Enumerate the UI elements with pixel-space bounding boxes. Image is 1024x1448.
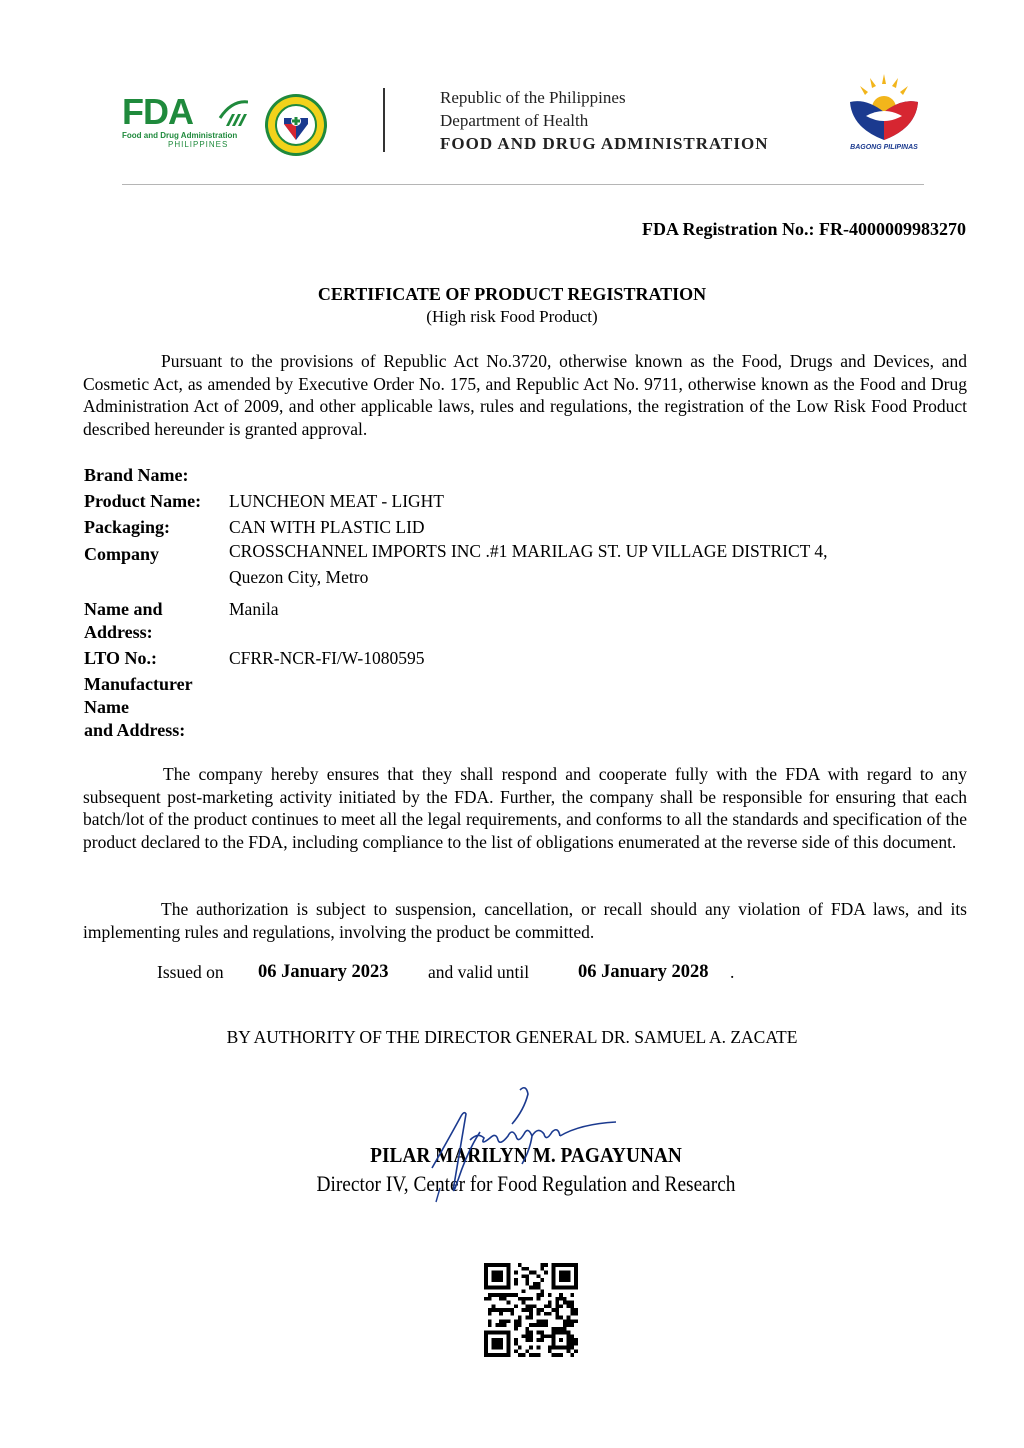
authorization-paragraph (83, 898, 967, 943)
header-rule (122, 184, 924, 185)
agency-republic: Republic of the Philippines (440, 88, 626, 107)
name-address-label-2: Address: (84, 622, 153, 642)
intro-paragraph (83, 350, 967, 440)
lto-value: CFRR-NCR-FI/W-1080595 (229, 648, 425, 668)
valid-date: 06 January 2028 (578, 962, 709, 982)
agency-fda: FOOD AND DRUG ADMINISTRATION (440, 134, 769, 153)
product-name-label: Product Name: (84, 491, 202, 511)
packaging-label: Packaging: (84, 517, 171, 537)
manufacturer-label-2: Name (84, 697, 129, 717)
bagong-pilipinas-label: BAGONG PILIPINAS (850, 144, 918, 151)
name-address-label-1: Name and (84, 599, 163, 619)
lto-label: LTO No.: (84, 648, 158, 668)
agency-block (440, 86, 769, 155)
authority-line: BY AUTHORITY OF THE DIRECTOR GENERAL DR. SAMUEL A. ZACATE (226, 1027, 798, 1047)
doh-seal-icon (258, 92, 334, 158)
agency-department: Department of Health (440, 111, 589, 130)
fda-logo (122, 91, 252, 154)
fda-swoosh-icon (218, 96, 248, 126)
company-value-line2: Quezon City, Metro (229, 567, 369, 587)
company-value-line1: CROSSCHANNEL IMPORTS INC .#1 MARILAG ST. UP VILLAGE DISTRICT 4, (229, 541, 828, 561)
signatory-name: PILAR MARILYN M. PAGAYUNAN (370, 1143, 682, 1167)
obligations-paragraph (83, 763, 967, 853)
product-name-value: LUNCHEON MEAT - LIGHT (229, 491, 444, 511)
intro-text: Pursuant to the provisions of Republic Act No.3720, otherwise known as the Food, Drugs and Devices, and Cosmetic Act, as amended by Executive Order No. 175, and Republic Act No. 9711, otherwise known as the Food and Drug Administration Act of 2009, and other applicable laws, rules and regulations, the registration of the Low Risk Food Product described hereunder is granted approval. (83, 351, 967, 439)
fda-logo-text: FDA (122, 91, 193, 132)
valid-label: and valid until (428, 962, 530, 982)
certificate-title: CERTIFICATE OF PRODUCT REGISTRATION (317, 284, 707, 304)
company-label: Company (84, 544, 160, 564)
signatory-title: Director IV, Center for Food Regulation and Research (316, 1171, 736, 1196)
fda-logo-country: PHILIPPINES (168, 140, 229, 149)
fda-logo-subtitle: Food and Drug Administration (122, 131, 238, 140)
validity-end: . (730, 962, 735, 982)
company-value-line3: Manila (229, 599, 279, 619)
obligations-text: The company hereby ensures that they shall respond and cooperate fully with the FDA with regard to any subsequent post-marketing activity initiated by the FDA. Further, the company shall be responsible for ensuring that each batch/lot of the product continues to meet all the legal requirements, and conforms to all the standards and specification of the product declared to the FDA, including compliance to the list of obligations enumerated at the reverse side of this document. (83, 764, 967, 852)
qr-code-icon (484, 1263, 578, 1357)
certificate-subtitle: (High risk Food Product) (426, 307, 598, 326)
registration-number: FDA Registration No.: FR-4000009983270 (642, 219, 966, 239)
authorization-text: The authorization is subject to suspension, cancellation, or recall should any violation of FDA laws, and its implementing rules and regulations, involving the product be committed. (83, 899, 967, 942)
manufacturer-label-1: Manufacturer (84, 674, 193, 694)
packaging-value: CAN WITH PLASTIC LID (229, 517, 425, 537)
issued-date: 06 January 2023 (258, 962, 389, 982)
handwritten-signature-icon (420, 1080, 620, 1205)
manufacturer-label-3: and Address: (84, 720, 186, 740)
issued-label: Issued on (157, 962, 224, 982)
brand-name-label: Brand Name: (84, 465, 189, 485)
header-divider (383, 88, 385, 152)
